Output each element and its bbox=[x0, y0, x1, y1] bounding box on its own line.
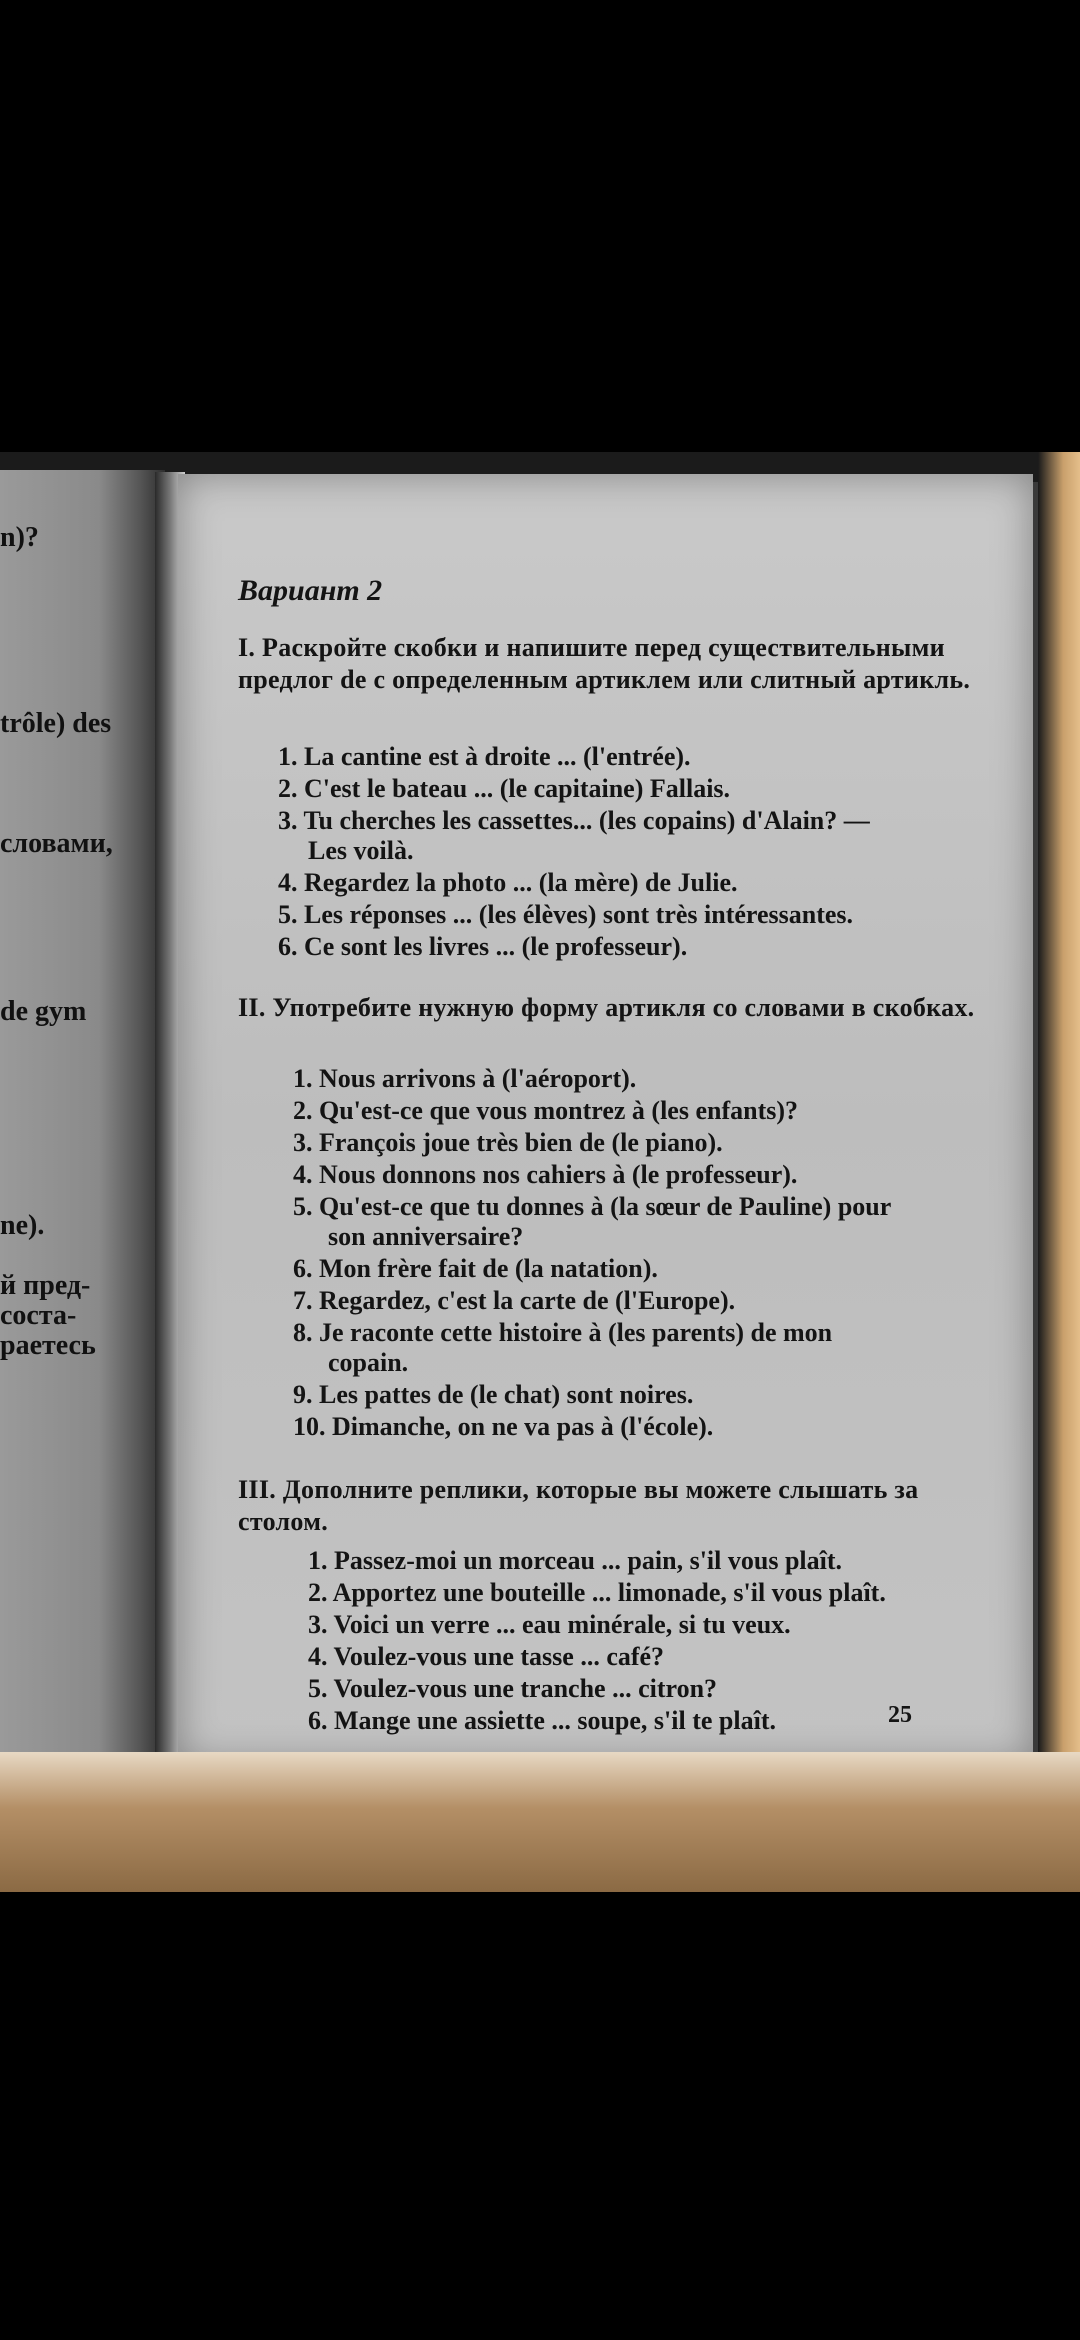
list-item: Les voilà. bbox=[308, 836, 414, 865]
left-fragment: trôle) des bbox=[0, 708, 112, 739]
left-fragment: раетесь bbox=[0, 1330, 96, 1361]
list-item: 1. Nous arrivons à (l'aéroport). bbox=[293, 1064, 637, 1093]
list-item: 3. Voici un verre ... eau minérale, si tu veux. bbox=[308, 1610, 791, 1639]
list-item: 8. Je raconte cette histoire à (les parents) de mon bbox=[293, 1318, 833, 1347]
variant-title: Вариант 2 bbox=[238, 574, 383, 607]
list-item: copain. bbox=[328, 1348, 409, 1377]
list-item: 5. Voulez-vous une tranche ... citron? bbox=[308, 1674, 718, 1703]
page-number: 25 bbox=[888, 1702, 912, 1728]
section-1-heading: I. Раскройте скобки и напишите перед существительными предлог de с определенным артиклем или слитный артикль. bbox=[238, 633, 971, 694]
list-item: son anniversaire? bbox=[328, 1222, 524, 1251]
left-fragment: ne). bbox=[0, 1210, 45, 1241]
list-item: 1. La cantine est à droite ... (l'entrée). bbox=[278, 742, 691, 771]
list-item: 2. C'est le bateau ... (le capitaine) Fallais. bbox=[278, 774, 731, 803]
list-item: 2. Apportez une bouteille ... limonade, s'il vous plaît. bbox=[308, 1578, 886, 1607]
list-item: 4. Nous donnons nos cahiers à (le professeur). bbox=[293, 1160, 798, 1189]
list-item: 9. Les pattes de (le chat) sont noires. bbox=[293, 1380, 694, 1409]
list-item: 1. Passez-moi un morceau ... pain, s'il vous plaît. bbox=[308, 1546, 843, 1575]
left-fragment: словами, bbox=[0, 828, 113, 859]
list-item: 10. Dimanche, on ne va pas à (l'école). bbox=[293, 1412, 714, 1441]
right-edge-background bbox=[1038, 452, 1080, 1772]
section-3-heading: III. Дополните реплики, которые вы можете слышать за столом. bbox=[238, 1475, 919, 1536]
left-fragment: й пред- bbox=[0, 1270, 91, 1301]
left-fragment: n)? bbox=[0, 522, 39, 553]
textbook-page bbox=[178, 474, 1033, 1764]
list-item: 6. Mon frère fait de (la natation). bbox=[293, 1254, 658, 1283]
list-item: 3. Tu cherches les cassettes... (les copains) d'Alain? — bbox=[278, 806, 870, 835]
list-item: 7. Regardez, c'est la carte de (l'Europe). bbox=[293, 1286, 736, 1315]
list-item: 4. Regardez la photo ... (la mère) de Julie. bbox=[278, 868, 738, 897]
list-item: 6. Mange une assiette ... soupe, s'il te plaît. bbox=[308, 1706, 776, 1735]
left-fragment: de gym bbox=[0, 996, 87, 1027]
list-item: 4. Voulez-vous une tasse ... café? bbox=[308, 1642, 665, 1671]
photo bbox=[0, 452, 1080, 1892]
list-item: 5. Qu'est-ce que tu donnes à (la sœur de Pauline) pour bbox=[293, 1192, 892, 1221]
left-fragment: соста- bbox=[0, 1300, 77, 1331]
list-item: 3. François joue très bien de (le piano). bbox=[293, 1128, 723, 1157]
list-item: 5. Les réponses ... (les élèves) sont très intéressantes. bbox=[278, 900, 854, 929]
table-surface bbox=[0, 1752, 1080, 1892]
list-item: 6. Ce sont les livres ... (le professeur). bbox=[278, 932, 688, 961]
list-item: 2. Qu'est-ce que vous montrez à (les enfants)? bbox=[293, 1096, 799, 1125]
section-2-heading: II. Употребите нужную форму артикля со словами в скобках. bbox=[238, 993, 975, 1022]
left-page bbox=[0, 470, 165, 1770]
